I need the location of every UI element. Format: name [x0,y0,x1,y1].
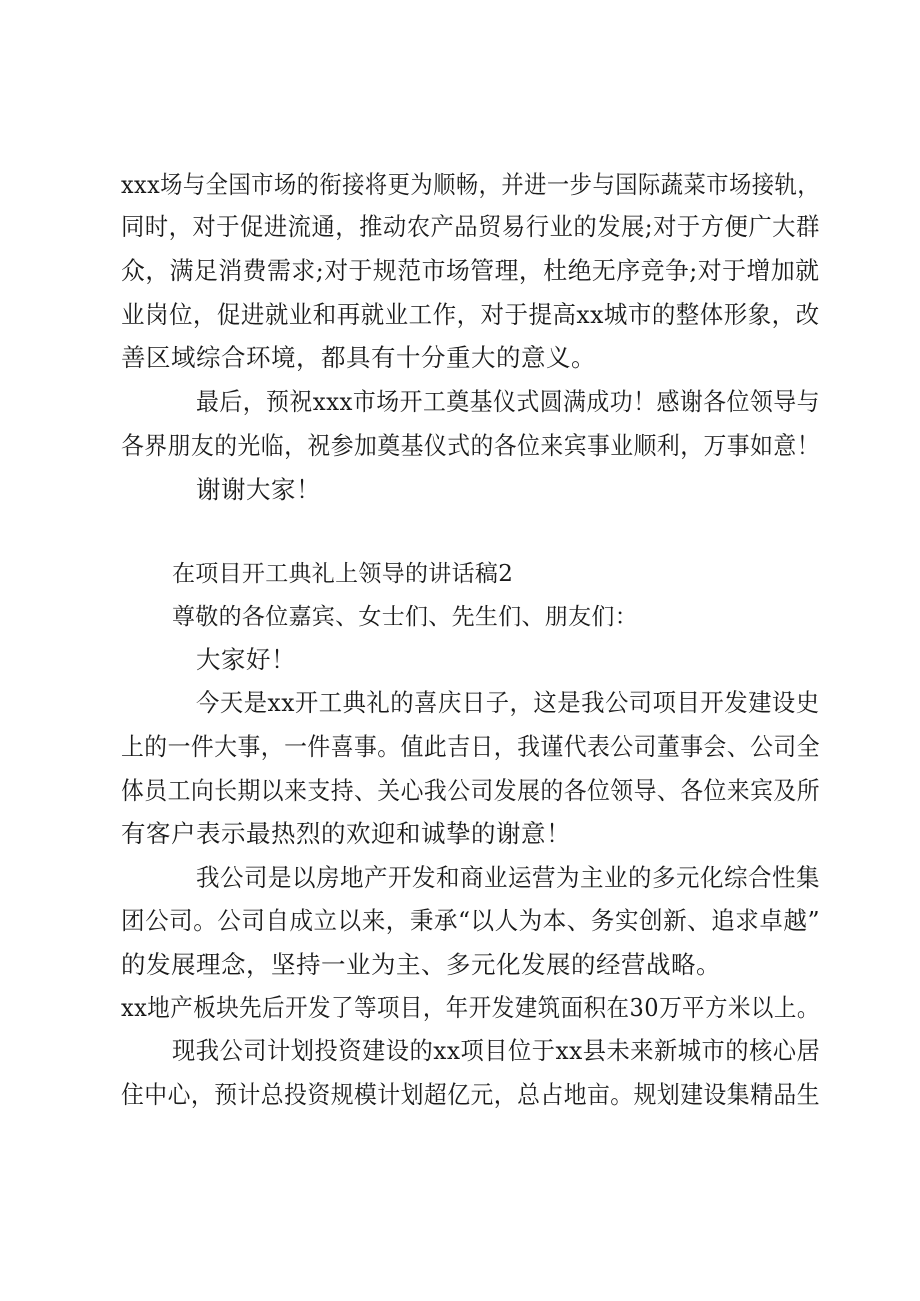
text-line: 谢谢大家！ [196,475,321,504]
text-line: 业岗位，促进就业和再就业工作，对于提高xx城市的整体形象，改 [121,300,820,329]
text-line: 上的一件大事，一件喜事。值此吉日，我谨代表公司董事会、公司全 [121,732,820,761]
text-line: 同时，对于促进流通，推动农产品贸易行业的发展;对于方便广大群 [121,212,820,241]
text-line: 最后，预祝xxx市场开工奠基仪式圆满成功！感谢各位领导与 [196,387,820,416]
text-line: 体员工向长期以来支持、关心我公司发展的各位领导、各位来宾及所 [121,776,820,805]
text-line: 有客户表示最热烈的欢迎和诚挚的谢意！ [121,819,571,848]
text-line: 各界朋友的光临，祝参加奠基仪式的各位来宾事业顺利，万事如意！ [121,431,820,460]
text-line: 团公司。公司自成立以来，秉承“以人为本、务实创新、追求卓越” [121,906,821,935]
greeting: 大家好！ [196,645,296,674]
section-title: 在项目开工典礼上领导的讲话稿2 [172,561,514,587]
text-line: 的发展理念，坚持一业为主、多元化发展的经营战略。 [121,950,721,979]
text-line: 善区域综合环境，都具有十分重大的意义。 [121,343,596,372]
salutation: 尊敬的各位嘉宾、女士们、先生们、朋友们： [172,604,638,630]
text-line: 我公司是以房地产开发和商业运营为主业的多元化综合性集 [196,863,820,892]
text-line: 众，满足消费需求;对于规范市场管理，杜绝无序竞争;对于增加就 [121,256,820,285]
text-line: 住中心，预计总投资规模计划超亿元，总占地亩。规划建设集精品生 [121,1080,820,1109]
text-line: xx地产板块先后开发了等项目，年开发建筑面积在30万平方米以上。 [121,993,820,1022]
text-line: 现我公司计划投资建设的xx项目位于xx县未来新城市的核心居 [172,1036,821,1065]
text-line: xxx场与全国市场的衔接将更为顺畅，并进一步与国际蔬菜市场接轨， [121,170,820,199]
text-line: 今天是xx开工典礼的喜庆日子，这是我公司项目开发建设史 [196,688,820,717]
